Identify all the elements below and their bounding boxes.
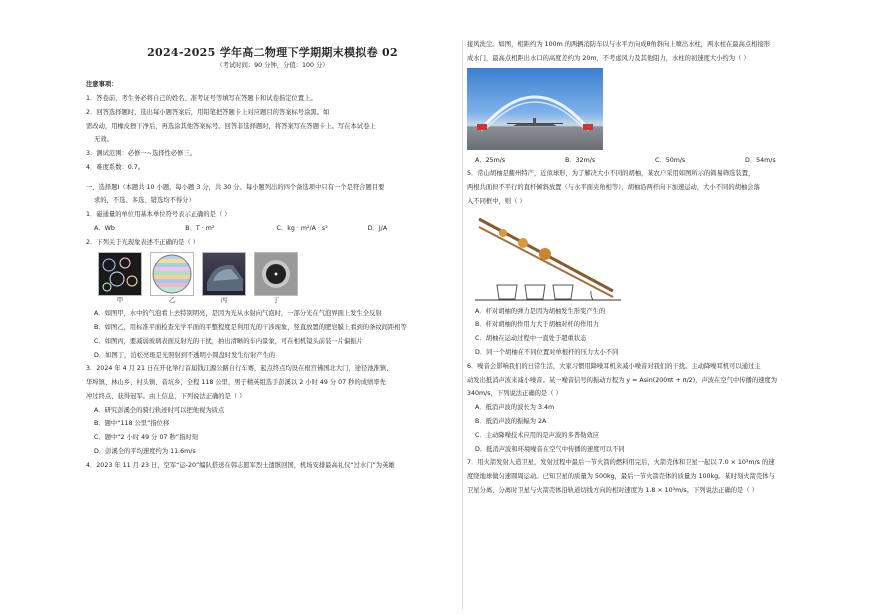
notice-item: 需改动，用橡皮擦干净后，再选涂其他答案标号。回答非选择题时，将答案写在答题卡上。写在本试卷上 (86, 122, 376, 130)
q4-stem-cont: 接风洗尘。如图，相距约为 100m 的两辆消防车以与水平方向成θ角斜向上喷出水柱，两水柱在最高点相接形 (467, 41, 771, 48)
q7-stem: 7．用火箭发射人造卫星，发射过程中最后一节火箭的燃料用完后，火箭壳体和卫星一起以 7.0 × 10³m/s 的速 (467, 459, 775, 467)
q3-option: C．题中“2 小时 49 分 07 秒”指时刻 (94, 434, 198, 442)
q5-option: D．同一个胡柚在不同位置对单根杆的压力大小不同 (475, 349, 619, 357)
q5-stem: 入不同框中，则（ ） (467, 197, 526, 205)
q1-stem: 1．磁通量的单位用基本单位符号表示正确的是（ ） (86, 211, 231, 219)
right-column (467, 40, 835, 500)
option: D．54m/s (745, 156, 776, 164)
q6-option: D．抵消声波和环境噪音在空气中传播的速度可以不同 (475, 445, 625, 453)
q2-option: C．如图丙，要减弱玻璃表面反射光的干扰，拍出清晰的车内景象，可在相机镜头前装一片偏振片 (94, 337, 363, 345)
fig-label: 甲 (116, 296, 124, 304)
option: B．T · m² (185, 225, 215, 232)
fig-label: 丁 (272, 296, 280, 304)
section-heading-cont: 求的，不选、多选、错选均不得分） (94, 197, 195, 205)
q4-options (475, 156, 835, 166)
q3-option: D．彭溪全的平均速度约为 11.6m/s (94, 447, 196, 455)
soap-film-figure (150, 252, 194, 296)
option: B．32m/s (565, 156, 596, 164)
option: A．Wb (94, 225, 115, 232)
q6-option: C．主动降噪技术应用的是声波的多普勒效应 (475, 431, 600, 439)
notice-item: 4．难度系数：0.7。 (86, 163, 145, 171)
q2-figures (98, 252, 459, 296)
bubbles-figure (98, 252, 142, 296)
q2-figure-labels (98, 296, 459, 306)
notice-item: 1．答卷前，考生务必将自己的姓名、准考证号等填写在答题卡和试卷指定位置上。 (86, 94, 317, 102)
option: A．25m/s (475, 156, 506, 164)
poisson-spot-figure (254, 252, 298, 296)
q5-stem: 两根共面但不平行的直杆倾斜放置（与水平面夹角相等），胡柚沿两杆向下加速运动，大小不同的胡柚会落 (467, 184, 760, 192)
q7-stem: 度绕地球做匀速圆周运动。已知卫星的质量为 500kg，最后一节火箭壳体的质量为 100kg。某时刻火箭壳体与 (467, 473, 775, 481)
q7-stem: 卫星分离，分离时卫星与火箭壳体沿轨道切线方向的相对速度为 1.8 × 10³m/s。下列说法正确的是（ ） (467, 486, 758, 494)
option: D．J/A (367, 225, 388, 232)
water-gate-photo (467, 68, 603, 150)
notice-heading: 注意事项： (86, 81, 118, 89)
q2-option: A．如图甲，水中的气泡看上去特别明亮，是因为光从水射向气泡时，一部分光在气泡界面上发生全反射 (94, 310, 382, 318)
option: C．kg · m²/A · s² (276, 225, 328, 232)
column-divider (462, 40, 463, 610)
car-window-figure (202, 252, 246, 296)
q2-stem: 2．下列关于光现象表述不正确的是（ ） (86, 238, 200, 246)
q3-stem: 3．2024 年 4 月 21 日在开化举行首届钱江源公路自行车赛，起点终点均设在根宫佛国北大门，途径池淮镇、 (86, 365, 393, 373)
left-column (86, 36, 459, 475)
notice-item: 无效。 (94, 136, 113, 144)
q6-stem: 动发出抵消声波来减小噪音。某一噪音信号的振动方程为 y = Asin(200πt + π/2)，声波在空气中传播的速度为 (467, 376, 778, 384)
q6-stem: 6．噪音会影响我们的日常生活，大家习惯用降噪耳机来减小噪音对我们的干扰。主动降噪耳机可以通过主 (467, 362, 761, 370)
notice-item: 3．测试范围：必修一~选择性必修三。 (86, 150, 197, 158)
notice-item: 2．回答选择题时，选出每小题答案后，用铅笔把答题卡上对应题目的答案标号涂黑。如 (86, 108, 330, 116)
q6-option: A．抵消声波的波长为 3.4m (475, 404, 555, 412)
q3-stem: 冲过终点，获得冠军。由上信息，下列说法正确的是（ ） (86, 392, 246, 400)
section-heading: 一、选择题Ⅰ（本题共 10 小题，每小题 3 分，共 30 分。每小题列出的四个备选项中只有一个是符合题目要 (86, 183, 385, 191)
q1-options (94, 224, 459, 234)
q5-option: A．杆对胡柚的弹力是因为胡柚发生形变产生的 (475, 307, 606, 315)
paper-subtitle: （考试时间：90 分钟，分值：100 分） (216, 61, 329, 69)
q3-stem: 华埠镇、林山乡、村头镇、音坑乡，全程 118 公里，男子精英组选手彭溪以 2 小时 49 分 07 秒的成绩率先 (86, 379, 386, 387)
q6-stem: 340m/s，下列说法正确的是（ ） (467, 390, 562, 398)
paper-title: 2024-2025 学年高二物理下学期期末模拟卷 02 (147, 46, 398, 59)
q3-option: B．题中“118 公里”指位移 (94, 420, 170, 428)
option: C．50m/s (655, 156, 686, 164)
q5-stem: 5．常山胡柚是衢州特产，近似球形，为了解决大小不同的胡柚，某农户采用如图所示的简易筛选装置， (467, 170, 755, 178)
q5-option: B．杆对胡柚的作用力大于胡柚对杆的作用力 (475, 321, 599, 329)
q4-stem-cont: 成水门，最高点相距出水口的高度差约为 20m，不考虑风力及其他阻力，水柱的初速度大小约为（ ） (467, 54, 750, 62)
q2-option: B．如图乙，用标准平面检查光学平面的平整程度是利用光的干涉现象，竖直放置的肥皂膜上看到的条纹间距相等 (94, 323, 407, 331)
fig-label: 丙 (220, 296, 228, 304)
q5-option: C．胡柚在运动过程中一直处于超重状态 (475, 335, 587, 343)
q4-stem: 4．2023 年 11 月 23 日，空军“运-20”编队搭送在韩志愿军烈士遗骸回国，机场安排最高礼仪“过水门”为英雄 (86, 461, 395, 469)
fig-label: 乙 (168, 296, 176, 304)
fruit-sorter-figure (473, 211, 623, 303)
q6-option: B．抵消声波的振幅为 2A (475, 417, 547, 425)
q2-option: D．如图丁，泊松亮斑是光照射到不透明小圆盘时发生衍射产生的 (94, 351, 276, 359)
q3-option: A．研究彭溪全的骑行轨迹时可以把他视为质点 (94, 406, 225, 414)
